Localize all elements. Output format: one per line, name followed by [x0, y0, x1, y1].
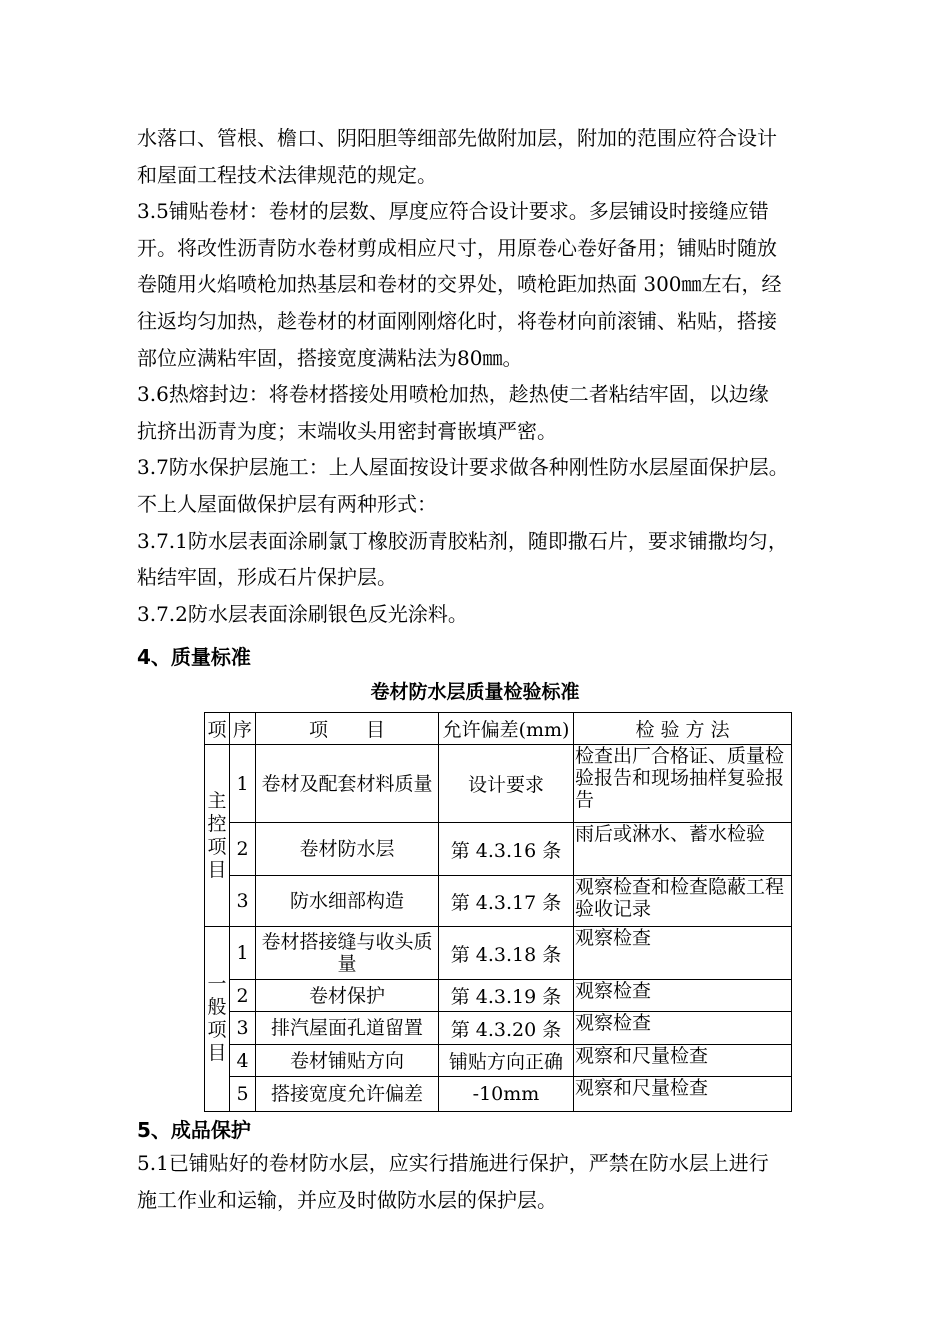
row-tolerance: 第 4.3.20 条: [439, 1012, 574, 1045]
row-method: 观察和尺量检查: [574, 1045, 792, 1077]
row-method: 雨后或淋水、蓄水检验: [574, 823, 792, 876]
table-row: [205, 927, 792, 980]
row-tolerance: 设计要求: [439, 745, 574, 823]
text-line: 部位应满粘牢固，搭接宽度满粘法为80㎜。: [137, 345, 523, 370]
header-method: 检 验 方 法: [574, 713, 792, 745]
row-method: 检查出厂合格证、质量检验报告和现场抽样复验报告: [574, 745, 792, 823]
group-label-main-control: 主 控 项 目: [205, 745, 230, 927]
text-line: 往返均匀加热，趁卷材的材面刚刚熔化时，将卷材向前滚铺、粘贴，搭接: [137, 308, 777, 333]
body-text-bottom: [137, 1145, 867, 1218]
row-method: 观察和尺量检查: [574, 1077, 792, 1112]
row-seq: 5: [230, 1077, 256, 1112]
header-item: 项 目: [256, 713, 439, 745]
text-line: 施工作业和运输，并应及时做防水层的保护层。: [137, 1187, 557, 1212]
section-heading-quality: 4、质量标准: [137, 645, 251, 669]
row-item: 搭接宽度允许偏差: [256, 1077, 439, 1112]
table-row: [205, 823, 792, 876]
text-line: 3.7.1防水层表面涂刷氯丁橡胶沥青胶粘剂，随即撒石片，要求铺撒均匀，: [137, 528, 788, 553]
row-tolerance: 铺贴方向正确: [439, 1045, 574, 1077]
row-method: 观察检查: [574, 980, 792, 1012]
row-seq: 4: [230, 1045, 256, 1077]
row-tolerance: 第 4.3.17 条: [439, 876, 574, 927]
text-line: 3.6热熔封边：将卷材搭接处用喷枪加热，趁热使二者粘结牢固，以边缘: [137, 382, 769, 407]
table-title: 卷材防水层质量检验标准: [370, 681, 580, 703]
table-row: [205, 876, 792, 927]
row-seq: 3: [230, 1012, 256, 1045]
text-line: 和屋面工程技术法律规范的规定。: [137, 162, 437, 187]
table-row: [205, 1045, 792, 1077]
row-tolerance: 第 4.3.18 条: [439, 927, 574, 980]
table-row: [205, 1077, 792, 1112]
row-tolerance: -10mm: [439, 1077, 574, 1112]
table-row: [205, 745, 792, 823]
table-header-row: [205, 713, 792, 745]
text-line: 抗挤出沥青为度；末端收头用密封膏嵌填严密。: [137, 418, 557, 443]
row-item: 卷材保护: [256, 980, 439, 1012]
header-seq: 序: [230, 713, 256, 745]
row-seq: 1: [230, 927, 256, 980]
table-row: [205, 1012, 792, 1045]
row-item: 卷材防水层: [256, 823, 439, 876]
group-label-general: 一 般 项 目: [205, 927, 230, 1112]
text-line: 3.5铺贴卷材：卷材的层数、厚度应符合设计要求。多层铺设时接缝应错: [137, 199, 769, 224]
row-seq: 3: [230, 876, 256, 927]
header-tolerance: 允许偏差(mm): [439, 713, 574, 745]
header-group: 项: [205, 713, 230, 745]
table-row: [205, 980, 792, 1012]
text-line: 开。将改性沥青防水卷材剪成相应尺寸，用原卷心卷好备用；铺贴时随放: [137, 235, 777, 260]
section-heading-protection: 5、成品保护: [137, 1118, 251, 1142]
text-line: 不上人屋面做保护层有两种形式：: [137, 491, 437, 516]
text-line: 3.7防水保护层施工：上人屋面按设计要求做各种刚性防水层屋面保护层。: [137, 455, 789, 480]
text-line: 卷随用火焰喷枪加热基层和卷材的交界处，喷枪距加热面 300㎜左右，经: [137, 272, 782, 297]
text-line: 3.7.2防水层表面涂刷银色反光涂料。: [137, 601, 468, 626]
row-seq: 1: [230, 745, 256, 823]
row-method: 观察检查: [574, 1012, 792, 1045]
row-tolerance: 第 4.3.19 条: [439, 980, 574, 1012]
text-line: 5.1已铺贴好的卷材防水层，应实行措施进行保护，严禁在防水层上进行: [137, 1151, 769, 1175]
row-item: 排汽屋面孔道留置: [256, 1012, 439, 1045]
row-item: 防水细部构造: [256, 876, 439, 927]
row-item: 卷材搭接缝与收头质量: [256, 927, 439, 980]
row-tolerance: 第 4.3.16 条: [439, 823, 574, 876]
row-method: 观察检查和检查隐蔽工程验收记录: [574, 876, 792, 927]
text-line: 粘结牢固，形成石片保护层。: [137, 565, 397, 590]
row-method: 观察检查: [574, 927, 792, 980]
row-item: 卷材铺贴方向: [256, 1045, 439, 1077]
row-item: 卷材及配套材料质量: [256, 745, 439, 823]
row-seq: 2: [230, 980, 256, 1012]
text-line: 水落口、管根、檐口、阴阳胆等细部先做附加层，附加的范围应符合设计: [137, 126, 777, 150]
quality-table: [204, 712, 792, 1112]
row-seq: 2: [230, 823, 256, 876]
body-text-top: [137, 120, 867, 632]
